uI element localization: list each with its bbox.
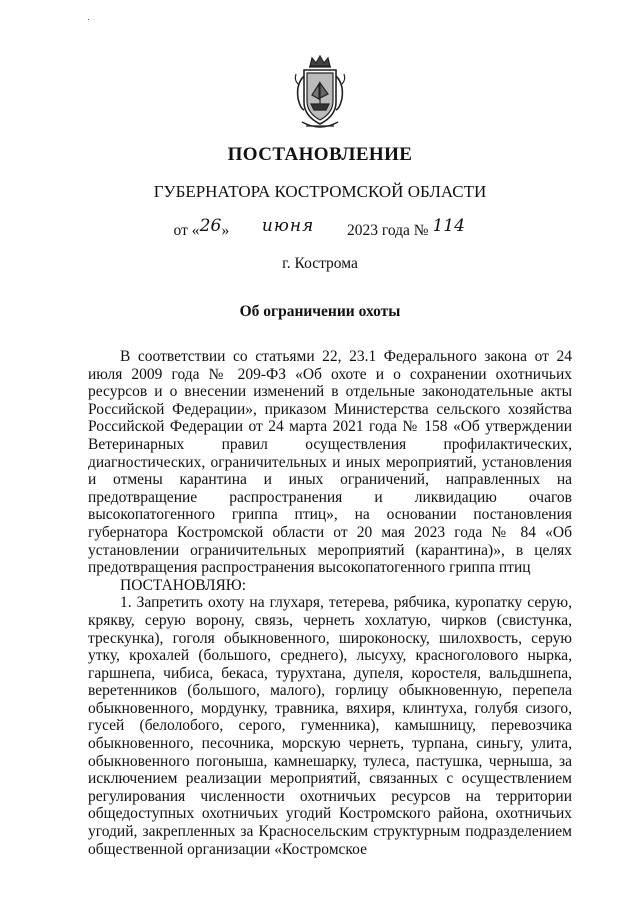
date-line (0, 216, 640, 240)
date-month: июня (261, 216, 315, 236)
issuer-title: ГУБЕРНАТОРА КОСТРОМСКОЙ ОБЛАСТИ (153, 182, 487, 201)
date-prefix: от « (173, 222, 200, 239)
document-title: ПОСТАНОВЛЕНИЕ (227, 144, 413, 165)
coat-of-arms-icon (292, 54, 348, 134)
item-1-paragraph: 1. Запретить охоту на глухаря, тетерева, рябчика, куропатку серую, крякву, серую ворону, связь, чернеть хохлатую, чирков (свистунка, трескунка), гоголя обыкновенного, широконоску, шилохвость, серую утку, крохалей (большого, среднего), лысуху, красноголового нырка, гаршнепа, чибиса, бекаса, турухтана, дупеля, коростеля, вальдшнепа, веретенников (большого, малого), горлицу обыкновенную, перепела обыкновенного, мордунку, травника, вяхиря, клинтуха, голубя сизого, гусей (белолобого, серого, гуменника), камышницу, перевозчика обыкновенного, песочника, морскую чернеть, турпана, синьгу, улита, обыкновенного погоныша, камнешарку, тулеса, пастушка, чернышa, за исключением реализации мероприятий, связанных с осуществлением регулирования численности охотничьих ресурсов на территории общедоступных охотничьих угодий Костромского района, охотничьих угодий, закрепленных за Красносельским структурным подразделением общественной организации «Костромское (88, 594, 572, 858)
scan-speck (88, 19, 89, 20)
preamble-paragraph: В соответствии со статьями 22, 23.1 Федерального закона от 24 июля 2009 года № 209-ФЗ «Об охоте и о сохранении охотничьих ресурсов и о внесении изменений в отдельные законодательные акты Российской Федерации», приказом Министерства сельского хозяйства Российской Федерации от 24 марта 2021 года № 158 «Об утверждении Ветеринарных правил осуществления профилактических, диагностических, ограничительных и иных мероприятий, установления и отмены карантина и иных ограничений, направленных на предотвращение распространения и ликвидацию очагов высокопатогенного гриппа птиц», на основании постановления губернатора Костромской области от 20 мая 2023 года № 84 «Об установлении ограничительных мероприятий (карантина)», в целях предотвращения распространения высокопатогенного гриппа птиц (88, 348, 572, 577)
document-heading: Об ограничении охоты (239, 303, 401, 320)
document-number: 114 (432, 216, 465, 236)
resolve-line: ПОСТАНОВЛЯЮ: (120, 576, 247, 594)
document-body (88, 348, 572, 858)
date-day: 26 (199, 216, 222, 236)
city: г. Кострома (282, 255, 358, 272)
date-mid: » (221, 222, 230, 239)
date-year: 2023 года № (346, 222, 429, 239)
